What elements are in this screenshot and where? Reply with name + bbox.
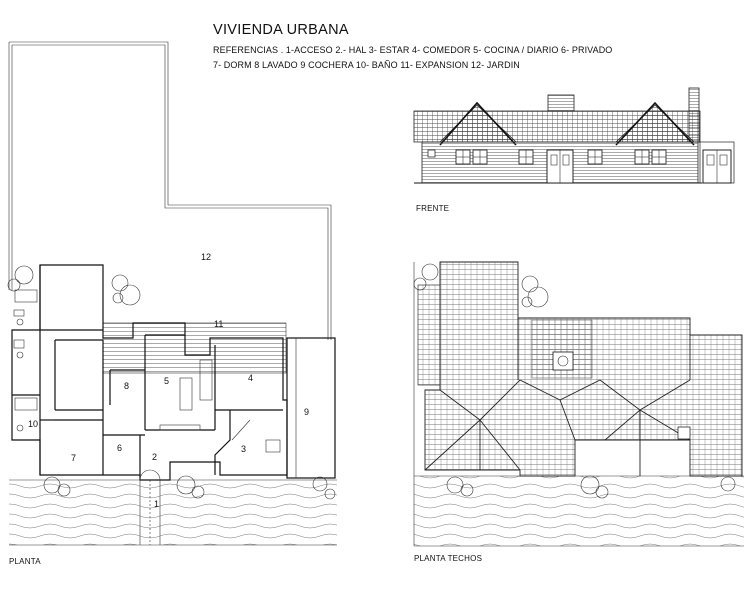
references-line-2: 7- DORM 8 LAVADO 9 COCHERA 10- BAÑO 11- EXPANSION 12- JARDIN xyxy=(213,60,520,70)
room-label-7: 7 xyxy=(71,453,77,463)
bathtub-bottom xyxy=(15,398,37,410)
floor-plan xyxy=(8,42,337,545)
chimney xyxy=(548,95,574,111)
room-label-4: 4 xyxy=(248,373,254,383)
caption-plan: PLANTA xyxy=(9,557,41,566)
tree-group-plan xyxy=(8,266,335,499)
page-title: VIVIENDA URBANA xyxy=(213,22,349,38)
deck xyxy=(103,323,286,373)
references-line-1: REFERENCIAS . 1-ACCESO 2.- HAL 3- ESTAR 4- COMEDOR 5- COCINA / DIARIO 6- PRIVADO xyxy=(213,45,613,55)
room-label-8: 8 xyxy=(124,381,130,391)
room-label-9: 9 xyxy=(304,407,310,417)
room-label-6: 6 xyxy=(117,443,123,453)
caption-roof: PLANTA TECHOS xyxy=(414,554,483,563)
caption-front: FRENTE xyxy=(416,204,450,213)
room-label-5: 5 xyxy=(164,376,170,386)
room-label-12: 12 xyxy=(201,252,212,262)
garage xyxy=(287,338,335,478)
room-label-10: 10 xyxy=(28,419,39,429)
room-label-2: 2 xyxy=(152,452,158,462)
room-label-3: 3 xyxy=(241,444,247,454)
kitchen-island xyxy=(180,378,192,410)
room-label-11: 11 xyxy=(214,319,224,329)
front-elevation xyxy=(414,88,734,183)
roof-chimney xyxy=(553,352,573,370)
bathtub-top xyxy=(15,290,37,302)
room-label-1: 1 xyxy=(154,499,160,509)
roof-plan xyxy=(414,262,744,546)
